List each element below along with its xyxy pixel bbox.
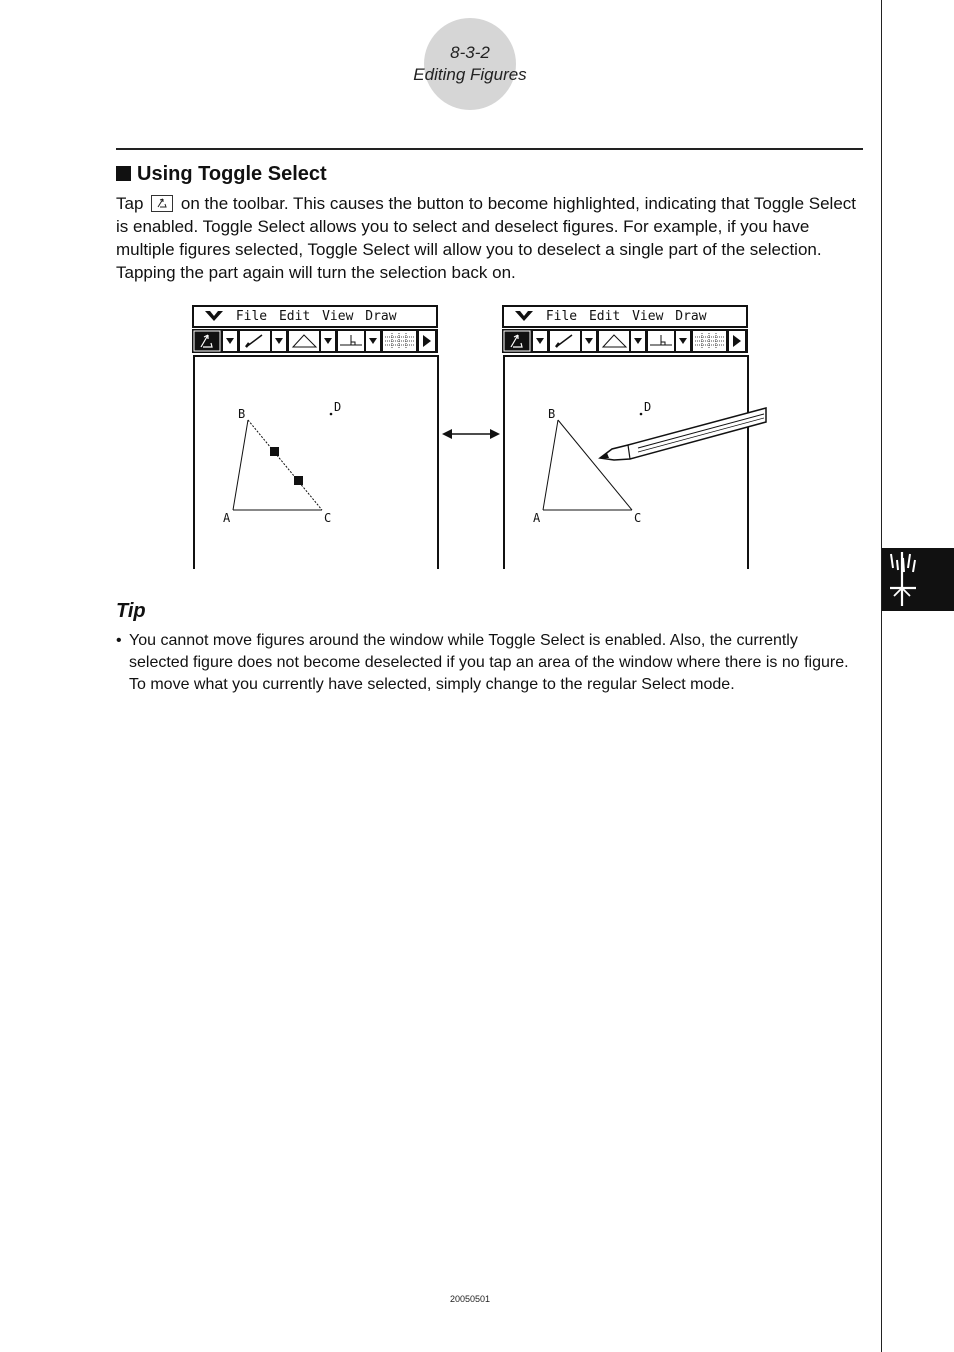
toggle-select-button[interactable] [504, 331, 530, 351]
perpendicular-tool-button[interactable] [338, 331, 364, 351]
page-section: Editing Figures [413, 65, 527, 84]
grid-tool-button[interactable] [383, 331, 416, 351]
bullet-dot-icon: • [116, 632, 122, 649]
triangle-tool-button[interactable] [289, 331, 319, 351]
toolbar-scroll-right-icon[interactable] [419, 331, 435, 351]
pen-tool-button[interactable] [240, 331, 270, 351]
menu-file[interactable]: File [235, 309, 268, 324]
tip-heading: Tip [116, 600, 146, 622]
menu-view[interactable]: View [322, 309, 354, 324]
perpendicular-tool-button[interactable] [648, 331, 674, 351]
point-label-d: D [334, 400, 342, 414]
toggle-select-icon [151, 195, 173, 212]
geometry-canvas[interactable] [193, 355, 439, 569]
body-text-main: on the toolbar. This causes the button to become highlighted, indicating that Toggle Select is enabled. Toggle Select allows you to select and deselect figures. For example, if you have multiple figures selected, Toggle Select will allow you to deselect a single part of the selection. Tapping the part again will turn the selection back on. [116, 194, 857, 282]
double-arrow-icon [440, 424, 502, 444]
point-label-a: A [533, 511, 541, 525]
dropdown-arrow-icon[interactable] [272, 331, 286, 351]
point-label-b: B [548, 407, 556, 421]
menu-edit[interactable]: Edit [588, 309, 621, 324]
footer-code: 20050501 [449, 1294, 491, 1304]
point-label-c: C [634, 511, 642, 525]
tip-text: You cannot move figures around the window while Toggle Select is enabled. Also, the currently selected figure does not become deselected if you tap an area of the window where there is no figure. To move what you currently have selected, simply change to the regular Select mode. [129, 632, 849, 693]
page-header [380, 42, 560, 86]
dropdown-arrow-icon[interactable] [631, 331, 645, 351]
geometry-tab-icon [882, 548, 954, 611]
header-rule [116, 148, 863, 150]
body-text-lead: Tap [116, 194, 144, 213]
tip-list [116, 630, 856, 696]
page-number: 8-3-2 [450, 43, 490, 62]
menu-bar [192, 305, 438, 328]
screen-left [192, 305, 438, 567]
dropdown-arrow-icon[interactable] [321, 331, 335, 351]
selection-handle[interactable] [270, 447, 279, 456]
page-edge-rule [881, 0, 882, 1352]
menu-chevron-icon[interactable] [204, 308, 224, 322]
section-title-text: Using Toggle Select [137, 163, 327, 185]
menu-chevron-icon[interactable] [514, 308, 534, 322]
dropdown-arrow-icon[interactable] [676, 331, 690, 351]
section-title [116, 161, 327, 187]
chapter-tab [882, 548, 954, 611]
toggle-select-button[interactable] [194, 331, 220, 351]
pen-tool-button[interactable] [550, 331, 580, 351]
menu-view[interactable]: View [632, 309, 664, 324]
dropdown-arrow-icon[interactable] [582, 331, 596, 351]
toolbar-scroll-right-icon[interactable] [729, 331, 745, 351]
section-body [116, 192, 856, 284]
toolbar [502, 329, 748, 353]
triangle-tool-button[interactable] [599, 331, 629, 351]
square-bullet-icon [116, 166, 131, 181]
menu-bar [502, 305, 748, 328]
menu-draw[interactable]: Draw [365, 309, 397, 324]
point-label-b: B [238, 407, 246, 421]
dropdown-arrow-icon[interactable] [366, 331, 380, 351]
dropdown-arrow-icon[interactable] [533, 331, 547, 351]
menu-edit[interactable]: Edit [278, 309, 311, 324]
point-label-c: C [324, 511, 332, 525]
selection-handle[interactable] [294, 476, 303, 485]
toolbar [192, 329, 438, 353]
triangle-figure [195, 357, 433, 567]
dropdown-arrow-icon[interactable] [223, 331, 237, 351]
point-label-d: D [644, 400, 652, 414]
menu-draw[interactable]: Draw [675, 309, 707, 324]
list-item [116, 630, 856, 696]
grid-tool-button[interactable] [693, 331, 726, 351]
menu-file[interactable]: File [545, 309, 578, 324]
point-label-a: A [223, 511, 231, 525]
stylus-icon [598, 402, 768, 468]
